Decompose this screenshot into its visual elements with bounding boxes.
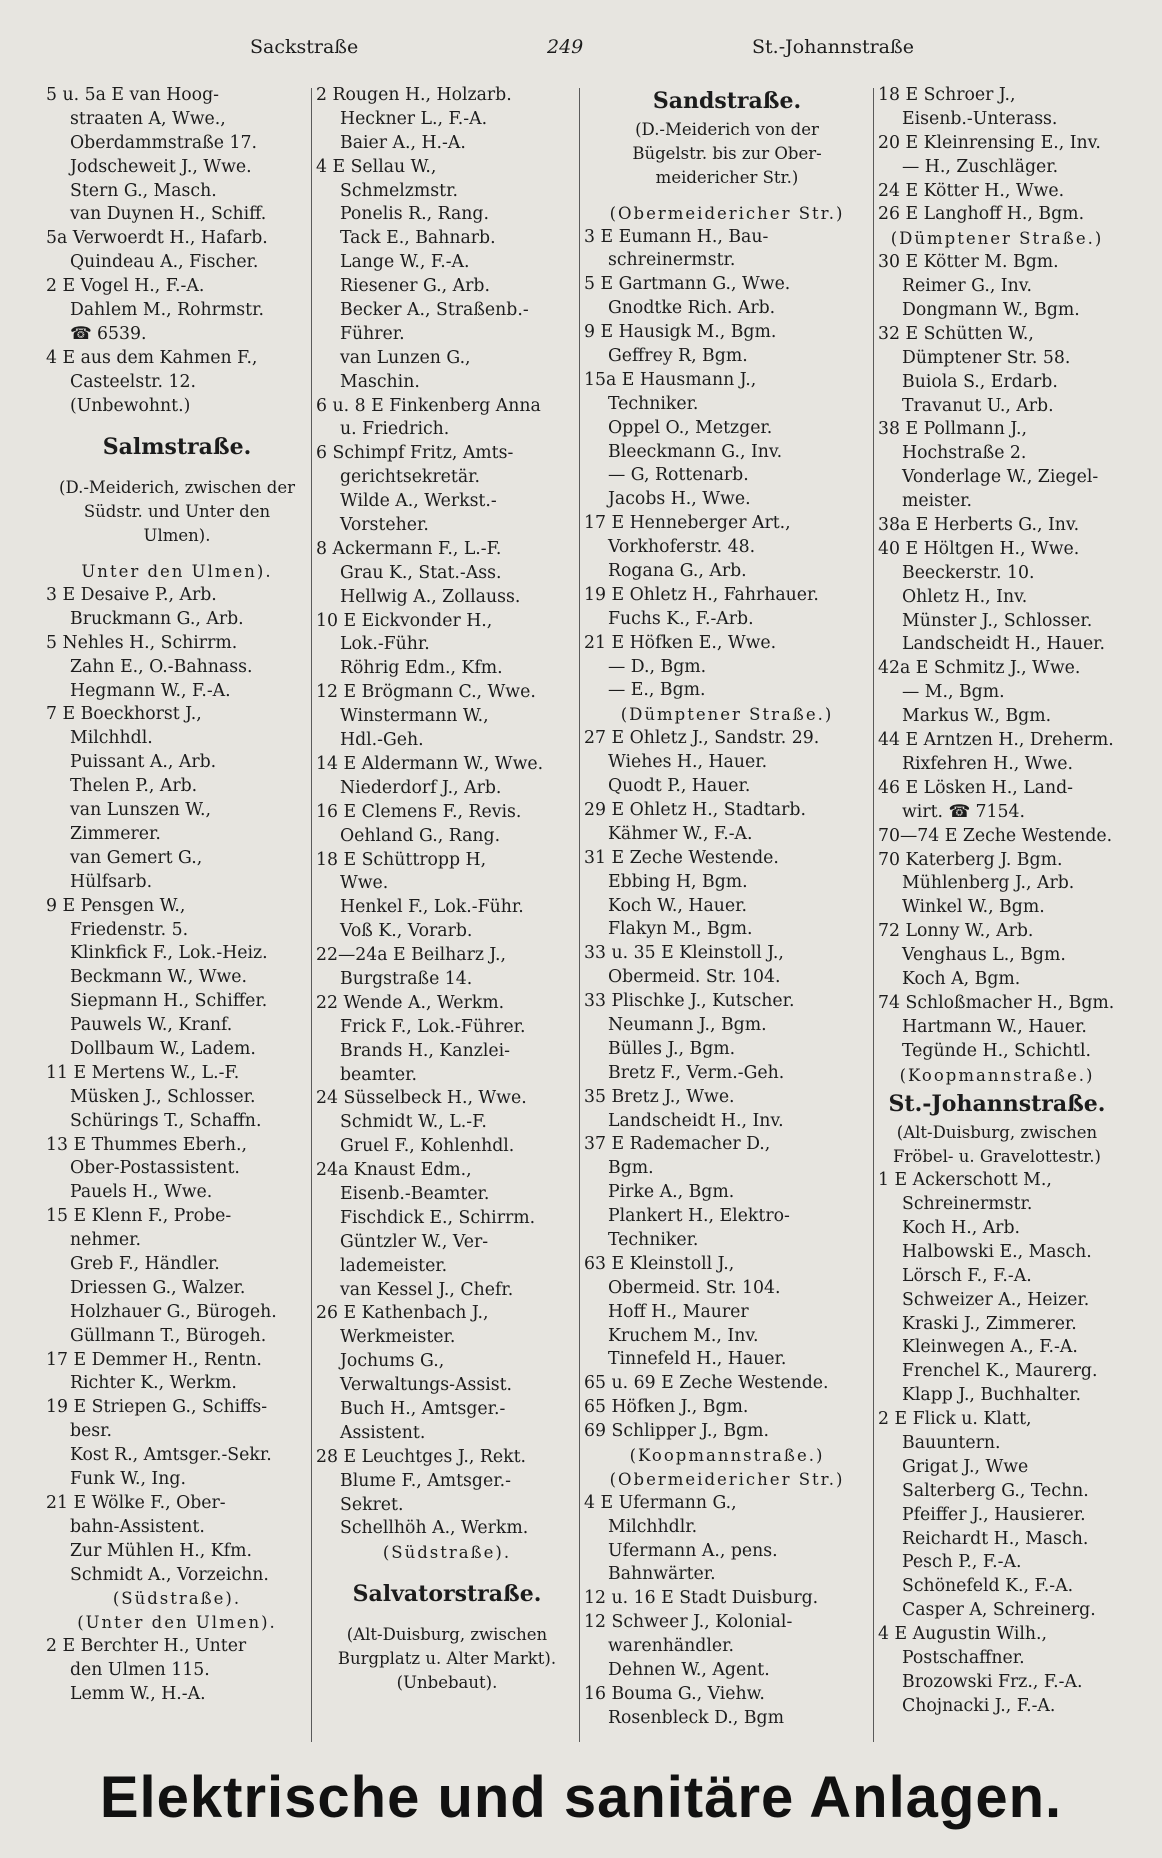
resident-entry: Travanut U., Arb. [902,395,1054,416]
resident-entry: Vorsteher. [340,515,429,536]
resident-entry: Schellhöh A., Werkm. [340,1518,529,1539]
address-entry: 2 Rougen H., Holzarb. [316,85,512,105]
address-entry: 4 E aus dem Kahmen F., [46,347,258,368]
resident-entry: Baier A., H.-A. [340,132,466,153]
address-entry: 38 E Pollmann J., [878,419,1027,440]
resident-entry: den Ulmen 115. [70,1660,210,1681]
address-entry: 38a E Herberts G., Inv. [878,515,1080,536]
address-entry: 8 Ackermann F., L.-F. [316,538,502,559]
address-entry: 19 E Ohletz H., Fahrhauer. [584,584,819,605]
resident-entry: Grigat J., Wwe [902,1456,1029,1477]
address-entry: 9 E Pensgen W., [46,895,186,916]
address-entry: 18 E Schüttropp H, [316,849,487,870]
resident-entry: Plankert H., Elektro- [608,1206,790,1227]
resident-entry: Kraski J., Zimmerer. [902,1313,1077,1334]
resident-entry: Dehnen W., Agent. [608,1660,770,1680]
address-entry: 44 E Arntzen H., Dreherm. [878,730,1114,751]
resident-entry: Sekret. [340,1494,404,1515]
resident-entry: Zimmerer. [70,823,161,844]
resident-entry: Reichardt H., Masch. [902,1528,1089,1549]
spacer [316,1565,578,1577]
resident-entry: Lörsch F., F.-A. [902,1265,1032,1286]
resident-entry: nehmer. [70,1230,141,1251]
resident-entry: Maschin. [340,371,420,392]
resident-entry: Reimer G., Inv. [902,276,1032,297]
resident-entry: Vorkhoferstr. 48. [608,537,756,558]
address-entry: 26 E Kathenbach J., [316,1303,489,1324]
resident-entry: Münster J., Schlosser. [902,610,1093,631]
resident-entry: Kost R., Amtsger.-Sekr. [70,1445,272,1466]
address-entry: 22—24a E Beilharz J., [316,945,507,966]
resident-entry: Schmidt A., Vorzeichn. [70,1564,269,1585]
resident-entry: Schmelzmstr. [340,180,458,201]
resident-entry: Neumann J., Bgm. [608,1014,767,1035]
street-heading: St.-Johannstraße. [888,1091,1106,1118]
resident-entry: Klapp J., Buchhalter. [902,1385,1082,1406]
address-entry: 3 E Eumann H., Bau- [584,226,769,247]
resident-entry: Landscheidt H., Inv. [608,1110,784,1131]
resident-entry: Funk W., Ing. [70,1468,186,1489]
address-entry: 6 Schimpf Fritz, Amts- [316,443,514,464]
resident-entry: Puissant A., Arb. [70,752,217,773]
resident-entry: Niederdorf J., Arb. [340,777,502,798]
resident-entry: Frenchel K., Maurerg. [902,1361,1098,1382]
resident-entry: gerichtsekretär. [340,467,480,488]
resident-entry: Jacobs H., Wwe. [608,489,751,510]
resident-entry: Hochstraße 2. [902,443,1027,464]
resident-entry: Jodscheweit J., Wwe. [70,156,252,177]
address-entry: 24 E Kötter H., Wwe. [878,180,1065,201]
address-entry: 17 E Henneberger Art., [584,513,791,534]
resident-entry: Dongmann W., Bgm. [902,300,1080,321]
address-entry: 15 E Klenn F., Probe- [46,1206,232,1227]
resident-entry: Halbowski E., Masch. [902,1241,1092,1262]
street-heading: Salvatorstraße. [352,1581,542,1608]
resident-entry: Rosenbleck D., Bgm [608,1707,784,1728]
resident-entry: Bretz F., Verm.-Geh. [608,1062,785,1083]
resident-entry: Milchhdl. [70,728,153,749]
resident-entry: Schmidt W., L.-F. [340,1112,487,1133]
address-entry: 5 E Gartmann G., Wwe. [584,274,791,295]
resident-entry: van Lunzen G., [340,347,471,368]
street-heading: Sandstraße. [652,88,802,114]
address-entry: 4 E Augustin Wilh., [878,1624,1047,1645]
resident-entry: wirt. ☎ 7154. [902,801,1026,822]
address-entry: 11 E Mertens W., L.-F. [46,1062,240,1083]
column-2 [316,84,578,1750]
resident-entry: — M., Bgm. [902,682,1005,703]
address-entry: 28 E Leuchtges J., Rekt. [316,1446,527,1467]
resident-entry: meister. [902,491,973,512]
resident-entry: Quindeau A., Fischer. [70,252,259,273]
resident-entry: Fuchs K., F.-Arb. [608,608,754,629]
resident-entry: Beckmann W., Wwe. [70,967,248,988]
resident-entry: (Unbewohnt.) [70,395,191,416]
resident-entry: — D., Bgm. [608,656,707,677]
resident-entry: Voß K., Vorarb. [340,921,473,942]
address-entry: 32 E Schütten W., [878,323,1034,344]
address-entry: 40 E Höltgen H., Wwe. [878,538,1080,559]
address-entry: 33 u. 35 E Kleinstoll J., [584,943,784,964]
address-entry: 46 E Lösken H., Land- [878,777,1074,798]
resident-entry: Müsken J., Schlosser. [70,1086,256,1107]
resident-entry: Rixfehren H., Wwe. [902,753,1073,774]
resident-entry: Stern G., Masch. [70,180,217,201]
resident-entry: lademeister. [340,1255,448,1276]
resident-entry: Hdl.-Geh. [340,730,424,751]
address-entry: 14 E Aldermann W., Wwe. [316,753,544,774]
resident-entry: — E., Bgm. [608,680,706,701]
resident-entry: Buch H., Amtsger.- [340,1398,506,1419]
resident-entry: Schürings T., Schaffn. [70,1110,262,1131]
cross-street: (Koopmannstraße.) [899,1065,1095,1085]
spacer [46,418,308,430]
address-entry: 1 E Ackerschott M., [878,1170,1052,1191]
resident-entry: — G, Rottenarb. [608,465,749,486]
resident-entry: u. Friedrich. [340,419,450,440]
address-entry: 63 E Kleinstoll J., [584,1253,735,1274]
resident-entry: Koch A, Bgm. [902,968,1021,989]
resident-entry: Führer. [340,323,405,344]
column-divider [873,88,874,1742]
address-entry: 20 E Kleinrensing E., Inv. [878,132,1101,153]
address-entry: 18 E Schroer J., [878,85,1016,105]
resident-entry: Vonderlage W., Ziegel- [902,467,1099,488]
resident-entry: Bleeckmann G., Inv. [608,441,783,462]
spacer [46,548,308,560]
resident-entry: Pirke A., Bgm. [608,1182,735,1203]
resident-entry: Obermeid. Str. 104. [608,1277,781,1298]
resident-entry: Siepmann H., Schiffer. [70,991,268,1012]
resident-entry: Blume F., Amtsger.- [340,1470,511,1491]
resident-entry: Winstermann W., [340,706,489,727]
address-entry: 6 u. 8 E Finkenberg Anna [316,395,541,416]
resident-entry: Hoff H., Maurer [608,1301,749,1322]
column-3 [584,84,870,1750]
resident-entry: Oberdammstraße 17. [70,132,257,153]
resident-entry: Bahnwärter. [608,1564,716,1585]
resident-entry: Tegünde H., Schichtl. [902,1040,1092,1061]
resident-entry: Buiola S., Erdarb. [902,371,1058,392]
resident-entry: Postschaffner. [902,1648,1025,1668]
resident-entry: Wiehes H., Hauer. [608,752,768,773]
street-heading: Salmstraße. [102,434,252,461]
resident-entry: Bruckmann G., Arb. [70,608,244,629]
address-entry: 24a Knaust Edm., [316,1160,472,1181]
resident-entry: Dümptener Str. 58. [902,347,1071,368]
resident-entry: Kleinwegen A., F.-A. [902,1337,1078,1358]
address-entry: 10 E Eickvonder H., [316,610,493,631]
resident-entry: Grau K., Stat.-Ass. [340,562,502,583]
resident-entry: Rogana G., Arb. [608,561,747,582]
address-entry: 17 E Demmer H., Rentn. [46,1349,262,1370]
resident-entry: bahn-Assistent. [70,1516,205,1537]
address-entry: 42a E Schmitz J., Wwe. [878,658,1081,679]
address-entry: 26 E Langhoff H., Bgm. [878,204,1085,225]
resident-entry: Bgm. [608,1158,654,1179]
address-entry: 4 E Sellau W., [316,156,437,177]
address-entry: 13 E Thummes Eberh., [46,1134,248,1155]
address-entry: 5a Verwoerdt H., Hafarb. [46,228,268,249]
resident-entry: Dollbaum W., Ladem. [70,1038,256,1059]
address-entry: 21 E Wölke F., Ober- [46,1492,226,1513]
resident-entry: Richter K., Werkm. [70,1373,237,1394]
resident-entry: Riesener G., Arb. [340,276,490,297]
resident-entry: Zur Mühlen H., Kfm. [70,1540,252,1561]
resident-entry: Eisenb.-Beamter. [340,1183,490,1204]
address-entry: 65 Höfken J., Bgm. [584,1397,749,1418]
resident-entry: Hartmann W., Hauer. [902,1016,1087,1037]
resident-entry: van Duynen H., Schiff. [70,204,267,225]
address-entry: 3 E Desaive P., Arb. [46,585,217,606]
address-entry: 29 E Ohletz H., Stadtarb. [584,799,806,820]
resident-entry: Ohletz H., Inv. [902,586,1028,607]
resident-entry: Thelen P., Arb. [70,776,198,797]
column-divider [579,88,580,1742]
address-entry: 12 u. 16 E Stadt Duisburg. [584,1588,819,1609]
cross-street: (Dümptener Straße.) [620,705,834,725]
cross-street: (Unter den Ulmen). [77,1613,277,1633]
resident-entry: Klinkfick F., Lok.-Heiz. [70,943,268,964]
resident-entry: Koch W., Hauer. [608,895,747,916]
resident-entry: Kruchem M., Inv. [608,1325,759,1346]
resident-entry: Pauwels W., Kranf. [70,1015,233,1036]
cross-street: (Südstraße). [112,1589,242,1609]
street-note: Ulmen). [143,526,211,546]
directory-columns [46,84,1116,1750]
resident-entry: Dahlem M., Rohrmstr. [70,300,264,321]
resident-entry: Beeckerstr. 10. [902,562,1035,583]
address-entry: 37 E Rademacher D., [584,1134,771,1155]
resident-entry: Friedenstr. 5. [70,919,189,940]
street-note: Burgplatz u. Alter Markt). [337,1649,557,1669]
address-entry: 2 E Flick u. Klatt, [878,1409,1032,1430]
resident-entry: warenhändler. [608,1636,734,1657]
resident-entry: Zahn E., O.-Bahnass. [70,656,253,677]
advertisement-banner: Elektrische und sanitäre Anlagen. [99,1765,1063,1830]
resident-entry: Wilde A., Werkst.- [340,491,497,512]
cross-street: (Südstraße). [382,1543,512,1563]
resident-entry: Röhrig Edm., Kfm. [340,658,503,679]
resident-entry: Greb F., Händler. [70,1253,220,1274]
resident-entry: Quodt P., Hauer. [608,776,751,797]
resident-entry: Pfeiffer J., Hausierer. [902,1504,1086,1525]
resident-entry: Fischdick E., Schirrm. [340,1207,536,1228]
address-entry: 65 u. 69 E Zeche Westende. [584,1373,829,1394]
street-note: Südstr. und Unter den [83,502,271,522]
resident-entry: Schweizer A., Heizer. [902,1289,1090,1310]
resident-entry: Jochums G., [340,1351,445,1372]
resident-entry: Chojnacki J., F.-A. [902,1695,1056,1716]
street-note: (Alt-Duisburg, zwischen [346,1625,548,1645]
resident-entry: Brands H., Kanzlei- [340,1040,510,1061]
resident-entry: Güntzler W., Ver- [340,1231,489,1252]
address-entry: 7 E Boeckhorst J., [46,704,202,725]
address-entry: 72 Lonny W., Arb. [878,921,1034,942]
address-entry: 21 E Höfken E., Wwe. [584,632,777,653]
address-entry: 2 E Berchter H., Unter [46,1636,247,1657]
resident-entry: Heckner L., F.-A. [340,108,488,129]
resident-entry: van Gemert G., [70,847,203,868]
address-entry: 5 Nehles H., Schirrm. [46,632,238,653]
resident-entry: Lok.-Führ. [340,634,430,655]
address-entry: 9 E Hausigk M., Bgm. [584,322,777,343]
running-header [0,36,1162,72]
page-number: 249 [547,36,584,58]
resident-entry: Techniker. [608,1229,699,1250]
resident-entry: Burgstraße 14. [340,968,473,989]
resident-entry: Frick F., Lok.-Führer. [340,1016,526,1037]
street-note: Bügelstr. bis zur Ober- [632,143,822,163]
resident-entry: Hellwig A., Zollauss. [340,586,521,607]
cross-street: (Obermeidericher Str.) [609,203,845,223]
resident-entry: Koch H., Arb. [902,1217,1020,1238]
resident-entry: Lemm W., H.-A. [70,1684,206,1704]
resident-entry: Hegmann W., F.-A. [70,680,231,701]
resident-entry: ☎ 6539. [70,323,147,344]
cross-street: Unter den Ulmen). [81,562,273,582]
resident-entry: Pesch P., F.-A. [902,1552,1022,1573]
street-note: (D.-Meiderich, zwischen der [59,478,295,498]
address-entry: 19 E Striepen G., Schiffs- [46,1397,268,1418]
resident-entry: Ufermann A., pens. [608,1540,778,1561]
column-4 [878,84,1116,1750]
resident-entry: Oppel O., Metzger. [608,417,773,438]
spacer [46,464,308,476]
resident-entry: Pauels H., Wwe. [70,1182,213,1203]
resident-entry: Bauuntern. [902,1432,1001,1453]
street-note: (D.-Meiderich von der [635,120,819,139]
resident-entry: van Lunszen W., [70,800,211,821]
address-entry: 16 E Clemens F., Revis. [316,801,522,822]
resident-entry: Ponelis R., Rang. [340,204,489,225]
column-1 [46,84,308,1750]
address-entry: 70—74 E Zeche Westende. [878,825,1113,846]
resident-entry: Landscheidt H., Hauer. [902,634,1106,655]
address-entry: 15a E Hausmann J., [584,369,757,390]
resident-entry: Winkel W., Bgm. [902,897,1045,918]
address-entry: 12 Schweer J., Kolonial- [584,1612,793,1633]
resident-entry: Mühlenberg J., Arb. [902,873,1075,894]
resident-entry: Salterberg G., Techn. [902,1480,1089,1501]
resident-entry: Bülles J., Bgm. [608,1038,736,1059]
address-entry: 24 Süsselbeck H., Wwe. [316,1088,527,1109]
resident-entry: Flakyn M., Bgm. [608,919,753,940]
resident-entry: straaten A, Wwe., [70,108,226,129]
resident-entry: Verwaltungs-Assist. [340,1375,513,1396]
resident-entry: Milchhdlr. [608,1516,698,1537]
address-entry: 12 E Brögmann C., Wwe. [316,682,536,703]
resident-entry: Gnodtke Rich. Arb. [608,298,776,319]
address-entry: 4 E Ufermann G., [584,1492,737,1513]
resident-entry: — H., Zuschläger. [902,156,1059,177]
resident-entry: Schreinermstr. [902,1194,1033,1215]
header-right-street: St.-Johannstraße [752,36,914,58]
address-entry: 35 Bretz J., Wwe. [584,1086,735,1107]
resident-entry: Oehland G., Rang. [340,825,501,846]
resident-entry: Assistent. [340,1422,426,1443]
address-entry: 74 Schloßmacher H., Bgm. [878,992,1115,1013]
resident-entry: Werkmeister. [340,1327,456,1348]
resident-entry: Henkel F., Lok.-Führ. [340,897,524,918]
resident-entry: schreinermstr. [608,250,736,271]
resident-entry: Kähmer W., F.-A. [608,823,753,844]
cross-street: (Dümptener Straße.) [890,229,1104,249]
resident-entry: Hülfsarb. [70,871,153,892]
resident-entry: Tinnefeld H., Hauer. [608,1349,787,1370]
resident-entry: Wwe. [340,873,389,894]
resident-entry: Gruel F., Kohlenhdl. [340,1136,515,1157]
resident-entry: Venghaus L., Bgm. [902,945,1066,966]
resident-entry: Güllmann T., Bürogeh. [70,1325,267,1346]
resident-entry: Driessen G., Walzer. [70,1277,246,1298]
spacer [584,190,870,202]
resident-entry: besr. [70,1421,113,1442]
address-entry: 69 Schlipper J., Bgm. [584,1421,769,1442]
resident-entry: Casper A, Schreinerg. [902,1600,1096,1621]
resident-entry: Holzhauer G., Bürogeh. [70,1301,277,1322]
address-entry: 70 Katerberg J. Bgm. [878,849,1063,870]
address-entry: 30 E Kötter M. Bgm. [878,252,1059,273]
street-note: Fröbel- u. Gravelottestr.) [893,1147,1101,1167]
resident-entry: Geffrey R, Bgm. [608,346,748,367]
street-note: (Unbebaut). [396,1673,498,1692]
address-entry: 31 E Zeche Westende. [584,847,779,868]
resident-entry: Becker A., Straßenb.- [340,300,529,321]
resident-entry: Lange W., F.-A. [340,252,470,273]
resident-entry: Ober-Postassistent. [70,1158,240,1179]
resident-entry: Brozowski Frz., F.-A. [902,1671,1083,1692]
resident-entry: van Kessel J., Chefr. [340,1279,514,1300]
address-entry: 27 E Ohletz J., Sandstr. 29. [584,728,820,749]
address-entry: 5 u. 5a E van Hoog- [46,85,219,105]
resident-entry: Markus W., Bgm. [902,706,1052,727]
address-entry: 2 E Vogel H., F.-A. [46,276,205,297]
address-entry: 22 Wende A., Werkm. [316,992,505,1013]
column-divider [311,88,312,1742]
resident-entry: Schönefeld K., F.-A. [902,1576,1074,1597]
street-note: meidericher Str.) [655,167,799,187]
resident-entry: Techniker. [608,393,699,414]
address-entry: 16 Bouma G., Viehw. [584,1683,765,1704]
resident-entry: Casteelstr. 12. [70,371,196,392]
street-note: (Alt-Duisburg, zwischen [896,1123,1098,1143]
spacer [316,1611,578,1623]
resident-entry: Tack E., Bahnarb. [340,228,496,249]
resident-entry: Obermeid. Str. 104. [608,967,781,988]
address-entry: 33 Plischke J., Kutscher. [584,991,795,1012]
resident-entry: beamter. [340,1064,418,1085]
resident-entry: Eisenb.-Unterass. [902,108,1058,129]
resident-entry: Ebbing H, Bgm. [608,871,748,892]
header-left-street: Sackstraße [250,36,359,58]
cross-street: (Obermeidericher Str.) [609,1469,845,1489]
cross-street: (Koopmannstraße.) [629,1445,825,1465]
